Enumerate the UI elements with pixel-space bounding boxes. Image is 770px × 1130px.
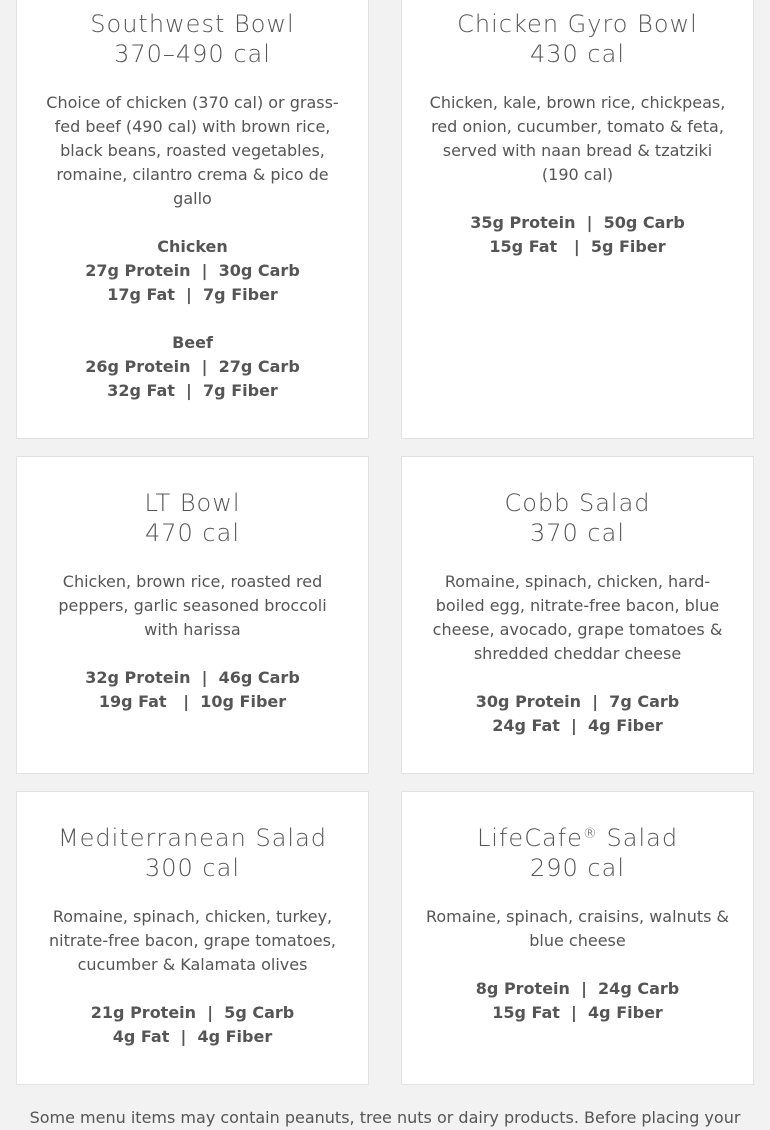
- nutrition-line1: 35g Protein | 50g Carb: [470, 213, 685, 232]
- chicken-nutrition-line1: 27g Protein | 30g Carb: [85, 261, 300, 280]
- item-name: Southwest Bowl: [90, 10, 295, 38]
- registered-mark: ®: [582, 826, 598, 842]
- nutrition-line2: 15g Fat | 5g Fiber: [489, 237, 666, 256]
- nutrition-line2: 19g Fat | 10g Fiber: [98, 692, 287, 711]
- menu-card-lifecafe-salad: [401, 791, 754, 1085]
- item-description: Romaine, spinach, chicken, hard-boiled egg, nitrate-free bacon, blue cheese, avocado, grape tomatoes & shredded cheddar cheese: [432, 572, 723, 663]
- item-description: Romaine, spinach, chicken, turkey, nitrate-free bacon, grape tomatoes, cucumber & Kalamata olives: [48, 907, 337, 974]
- beef-nutrition-line1: 26g Protein | 27g Carb: [85, 357, 300, 376]
- nutrition-line2: 4g Fat | 4g Fiber: [112, 1027, 273, 1046]
- item-name: Chicken Gyro Bowl: [457, 10, 698, 38]
- nutrition-line1: 21g Protein | 5g Carb: [90, 1003, 295, 1022]
- item-description: Chicken, brown rice, roasted red peppers, garlic seasoned broccoli with harissa: [58, 572, 327, 639]
- item-name: Mediterranean Salad: [57, 824, 328, 852]
- item-name: [402, 823, 753, 853]
- item-description: Romaine, spinach, craisins, walnuts & blue cheese: [425, 907, 729, 950]
- item-calories: 290 cal: [529, 854, 625, 882]
- item-description: Chicken, kale, brown rice, chickpeas, red onion, cucumber, tomato & feta, served with naan bread & tzatziki (190 cal): [429, 93, 726, 184]
- menu-card-chicken-gyro-bowl: [401, 0, 754, 439]
- menu-card-lt-bowl: [16, 456, 369, 774]
- nutrition-line2: 15g Fat | 4g Fiber: [492, 1003, 663, 1022]
- nutrition-line1: 32g Protein | 46g Carb: [85, 668, 300, 687]
- item-calories: 430 cal: [529, 40, 625, 68]
- nutrition-line1: 30g Protein | 7g Carb: [475, 692, 680, 711]
- item-name-suffix: Salad: [597, 824, 679, 852]
- chicken-nutrition-line2: 17g Fat | 7g Fiber: [107, 285, 278, 304]
- item-name-brand: LifeCafe: [476, 824, 583, 852]
- nutrition-line1: 8g Protein | 24g Carb: [475, 979, 680, 998]
- item-description: Choice of chicken (370 cal) or grass-fed beef (490 cal) with brown rice, black beans, roasted vegetables, romaine, cilantro crema & pico de gallo: [46, 93, 339, 208]
- item-calories: 470 cal: [144, 519, 240, 547]
- item-name: LT Bowl: [144, 489, 241, 517]
- chicken-label: Chicken: [157, 237, 228, 256]
- beef-nutrition-line2: 32g Fat | 7g Fiber: [107, 381, 278, 400]
- menu-card-mediterranean-salad: [16, 791, 369, 1085]
- beef-label: Beef: [172, 333, 213, 352]
- item-calories: 370 cal: [529, 519, 625, 547]
- nutrition-line2: 24g Fat | 4g Fiber: [492, 716, 663, 735]
- item-calories: 300 cal: [144, 854, 240, 882]
- item-name: Cobb Salad: [504, 489, 651, 517]
- item-calories: 370–490 cal: [114, 40, 271, 68]
- menu-card-southwest-bowl: [16, 0, 369, 439]
- menu-card-cobb-salad: [401, 456, 754, 774]
- allergen-disclaimer: Some menu items may contain peanuts, tree nuts or dairy products. Before placing your: [29, 1108, 741, 1127]
